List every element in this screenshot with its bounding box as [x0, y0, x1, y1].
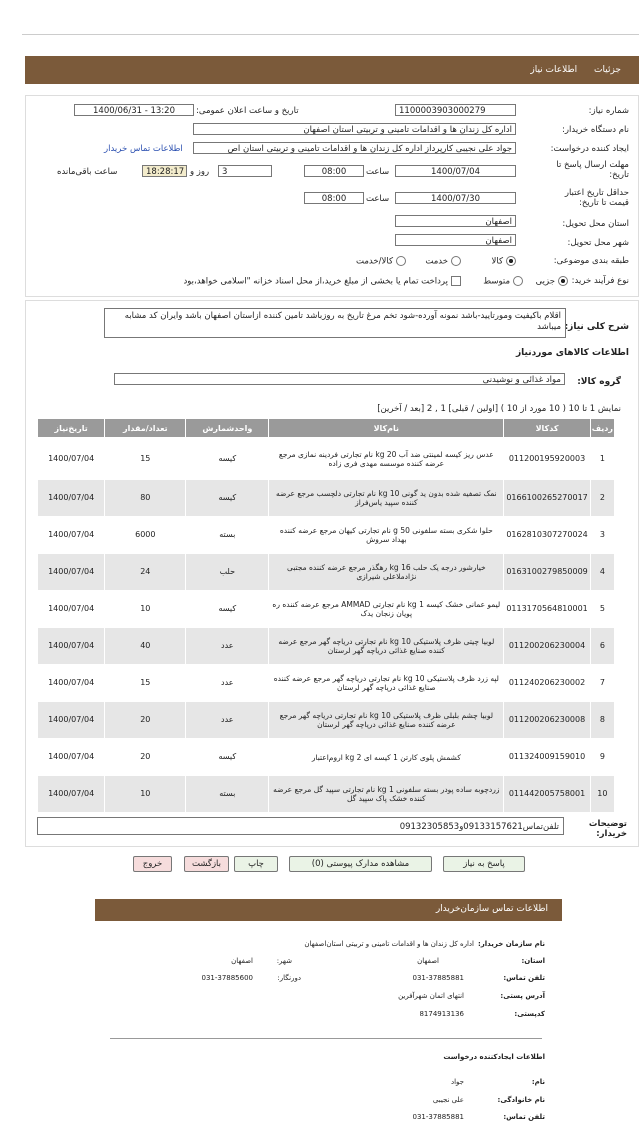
item-unit: عدد: [186, 665, 269, 702]
contact-phone: 031-37885881: [412, 974, 464, 982]
purchase-medium-option[interactable]: متوسط: [483, 276, 526, 287]
item-date: 1400/07/04: [38, 628, 105, 665]
contact-header: اطلاعات تماس سازمان‌خریدار: [95, 899, 562, 921]
goods-title: اطلاعات کالاهای موردنیاز: [515, 348, 629, 358]
table-row: [38, 480, 615, 517]
creator-phone: 031-37885881: [412, 1113, 464, 1121]
item-name: زردچوبه ساده پودر بسته سلفونی 1 kg نام تجارتی سپید گل مرجع عرضه کننده خشک پاک سپید گل: [269, 776, 504, 813]
item-unit: عدد: [186, 628, 269, 665]
back-button[interactable]: بازگشت: [184, 856, 229, 872]
table-row: [38, 554, 615, 591]
item-name: لپه زرد ظرف پلاستیکی 10 kg نام تجارتی دریاچه گهر مرجع عرضه کننده صنایع غذائی دریاچه گهر لرستان: [269, 665, 504, 702]
contact-fax-label: دورنگار:: [277, 974, 301, 982]
creator-name-label: نام:: [531, 1078, 545, 1086]
row-number: 9: [590, 739, 614, 776]
deadline-date-field: 1400/07/04: [395, 165, 516, 177]
requester-label: ایجاد کننده درخواست:: [550, 144, 629, 154]
row-number: 1: [590, 438, 614, 480]
validity-time-field: 08:00: [304, 192, 364, 204]
category-label: طبقه بندی موضوعی:: [553, 256, 629, 266]
item-unit: کیسه: [186, 480, 269, 517]
item-code: 011324009159010: [504, 739, 590, 776]
item-unit: حلب: [186, 554, 269, 591]
address-label: آدرس پستی:: [500, 992, 545, 1000]
item-code: 011240206230002: [504, 665, 590, 702]
requester-field: جواد علی نجیبی کارپرداز اداره کل زندان ها و اقدامات تامینی و تربیتی استان اص: [193, 142, 516, 154]
summary-label: شرح کلی نیاز:: [564, 322, 629, 332]
item-unit: عدد: [186, 702, 269, 739]
contact-province-label: استان:: [521, 957, 545, 965]
item-name: کشمش پلوی کارتن 1 کیسه ای 2 kg اروم‌اعتبار: [269, 739, 504, 776]
row-number: 5: [590, 591, 614, 628]
contact-divider: [110, 1038, 542, 1039]
table-row: [38, 702, 615, 739]
col-row: ردیف: [590, 419, 614, 438]
print-button[interactable]: چاپ: [234, 856, 278, 872]
goods-group-field: مواد غذائی و نوشیدنی: [114, 373, 565, 385]
item-qty: 15: [105, 665, 186, 702]
header-bar: [25, 56, 639, 84]
item-code: 011200195920003: [504, 438, 590, 480]
item-code: 0163100279850009: [504, 554, 590, 591]
contact-fax: 031-37885600: [201, 974, 253, 982]
item-name: عدس ریز کیسه لمینتی ضد آب 20 kg نام تجارتی فردینه نمازی مرجع عرضه کننده موسسه مهدی فری زاده: [269, 438, 504, 480]
item-date: 1400/07/04: [38, 438, 105, 480]
deadline-time-field: 08:00: [304, 165, 364, 177]
creator-family: علی نجیبی: [432, 1096, 464, 1104]
exit-button[interactable]: خروج: [133, 856, 172, 872]
contact-city: اصفهان: [231, 957, 253, 965]
buyer-notes-field: تلفن‌تماس09133157621و09132305853: [37, 817, 564, 835]
remaining-time-field: 18:28:17: [142, 165, 187, 177]
item-qty: 40: [105, 628, 186, 665]
item-name: حلوا شکری بسته سلفونی 50 g نام تجارتی کیهان مرجع عرضه کننده بهداد سروش: [269, 517, 504, 554]
col-qty: تعداد/مقدار: [105, 419, 186, 438]
item-qty: 24: [105, 554, 186, 591]
goods-group-label: گروه کالا:: [577, 377, 621, 387]
col-unit: واحدشمارش: [186, 419, 269, 438]
item-unit: بسته: [186, 776, 269, 813]
validity-date-field: 1400/07/30: [395, 192, 516, 204]
creator-family-label: نام خانوادگی:: [497, 1096, 545, 1104]
item-date: 1400/07/04: [38, 591, 105, 628]
item-qty: 20: [105, 739, 186, 776]
table-row: [38, 739, 615, 776]
contact-province: اصفهان: [417, 957, 439, 965]
item-name: خیارشور درجه یک حلب 16 kg رهگذر مرجع عرضه کننده مجتبی نژادملاعلی شیرازی: [269, 554, 504, 591]
row-number: 8: [590, 702, 614, 739]
item-code: 011200206230004: [504, 628, 590, 665]
item-unit: کیسه: [186, 739, 269, 776]
postal-value: 8174913136: [419, 1010, 464, 1018]
top-divider: [22, 34, 639, 35]
item-name: لوبیا چشم بلبلی ظرف پلاستیکی 10 kg نام تجارتی دریاچه گهر مرجع عرضه کننده صنایع غذائی دریاچه گهر لرستان: [269, 702, 504, 739]
attachments-button[interactable]: مشاهده مدارک پیوستی (0): [289, 856, 432, 872]
tab-details[interactable]: جزئیات: [594, 65, 621, 75]
item-code: 011200206230008: [504, 702, 590, 739]
address-value: انتهای اتمان شهرآفرین: [398, 992, 464, 1000]
buyer-notes-label: توضیحات خریدار:: [588, 819, 627, 839]
item-date: 1400/07/04: [38, 480, 105, 517]
item-name: لیمو عمانی خشک کیسه 1 kg نام تجارتی AMMAD مرجع عرضه کننده ره پویان زنجان یدک: [269, 591, 504, 628]
item-date: 1400/07/04: [38, 739, 105, 776]
summary-text: اقلام باکیفیت ومورتایید-باشد نمونه آورده-شود تخم مرغ تاریخ به روزباشد تامین کننده ازاستان اصفهان باشد وایران کد مشابه میباشد: [104, 308, 566, 338]
col-code: کدکالا: [504, 419, 590, 438]
table-row: [38, 517, 615, 554]
item-date: 1400/07/04: [38, 554, 105, 591]
announce-label: تاریخ و ساعت اعلان عمومی:: [196, 106, 299, 116]
category-service-option[interactable]: خدمت: [425, 256, 464, 267]
item-name: لوبیا چیتی ظرف پلاستیکی 10 kg نام تجارتی دریاچه گهر مرجع عرضه کننده صنایع غذائی دریاچه گهر لرستان: [269, 628, 504, 665]
table-row: [38, 591, 615, 628]
row-number: 4: [590, 554, 614, 591]
treasury-payment-option[interactable]: پرداخت تمام یا بخشی از مبلغ خرید،از محل اسناد خزانه "اسلامی خواهد،بود: [183, 276, 464, 287]
item-qty: 10: [105, 591, 186, 628]
category-both-option[interactable]: کالا/خدمت: [356, 256, 409, 267]
item-unit: کیسه: [186, 591, 269, 628]
radio-selected-icon: [506, 256, 516, 266]
province-field: اصفهان: [395, 215, 516, 227]
checkbox-icon: [451, 276, 461, 286]
purchase-minor-option[interactable]: جزیی: [536, 276, 571, 287]
buyer-contact-link[interactable]: اطلاعات تماس خریدار: [104, 144, 183, 154]
col-name: نام‌کالا: [269, 419, 504, 438]
validity-label: حداقل تاریخ اعتبار قیمت تا تاریخ:: [564, 188, 629, 208]
table-header-row: [38, 419, 615, 438]
row-number: 7: [590, 665, 614, 702]
province-label: استان محل تحویل:: [562, 219, 629, 229]
item-code: 0162810307270024: [504, 517, 590, 554]
item-date: 1400/07/04: [38, 776, 105, 813]
item-qty: 6000: [105, 517, 186, 554]
table-row: [38, 665, 615, 702]
days-label: روز و: [190, 167, 210, 177]
row-number: 3: [590, 517, 614, 554]
category-goods-option[interactable]: کالا: [492, 256, 519, 267]
validity-time-label: ساعت: [366, 194, 390, 204]
item-name: نمک تصفیه شده بدون ید گونی 10 kg نام تجارتی دلچسب مرجع عرضه کننده سپید یاس‌فراز: [269, 480, 504, 517]
org-value: اداره کل زندان ها و اقدامات تامینی و تربیتی استان‌اصفهان: [304, 940, 474, 948]
table-row: [38, 776, 615, 813]
pagination[interactable]: نمایش 1 تا 10 ( 10 مورد از 10 ) [اولین / قبلی] 1 , 2 [بعد / آخرین]: [377, 404, 621, 414]
org-label: نام سازمان خریدار:: [477, 940, 545, 948]
deadline-label: مهلت ارسال پاسخ تا تاریخ:: [556, 160, 629, 180]
announce-field: 1400/06/31 - 13:20: [74, 104, 194, 116]
row-number: 6: [590, 628, 614, 665]
deadline-time-label: ساعت: [366, 167, 390, 177]
creator-name: جواد: [450, 1078, 464, 1086]
item-unit: کیسه: [186, 438, 269, 480]
contact-city-label: شهر:: [276, 957, 292, 965]
radio-icon: [396, 256, 406, 266]
buyer-org-label: نام دستگاه خریدار:: [562, 125, 629, 135]
days-field: 3: [218, 165, 272, 177]
item-code: 0113170564810001: [504, 591, 590, 628]
buyer-org-field: اداره کل زندان ها و اقدامات تامینی و تربیتی استان اصفهان: [193, 123, 516, 135]
table-row: [38, 628, 615, 665]
city-field: اصفهان: [395, 234, 516, 246]
creator-phone-label: تلفن تماس:: [503, 1113, 545, 1121]
item-qty: 20: [105, 702, 186, 739]
item-date: 1400/07/04: [38, 517, 105, 554]
item-date: 1400/07/04: [38, 702, 105, 739]
radio-icon: [451, 256, 461, 266]
item-date: 1400/07/04: [38, 665, 105, 702]
radio-icon: [513, 276, 523, 286]
remaining-label: ساعت باقی‌مانده: [57, 167, 118, 177]
row-number: 10: [590, 776, 614, 813]
row-number: 2: [590, 480, 614, 517]
col-date: تاریخ‌نیاز: [38, 419, 105, 438]
tab-need-info[interactable]: اطلاعات نیاز: [530, 65, 578, 75]
radio-selected-icon: [558, 276, 568, 286]
item-unit: بسته: [186, 517, 269, 554]
contact-phone-label: تلفن تماس:: [503, 974, 545, 982]
need-number-field: 1100003903000279: [395, 104, 516, 116]
item-qty: 15: [105, 438, 186, 480]
item-code: 0166100265270017: [504, 480, 590, 517]
city-label: شهر محل تحویل:: [567, 238, 629, 248]
table-row: [38, 438, 615, 480]
creator-title: اطلاعات ایجادکننده درخواست: [443, 1053, 545, 1061]
goods-table: [37, 418, 615, 813]
purchase-type-label: نوع فرآیند خرید:: [571, 276, 629, 286]
item-code: 011442005758001: [504, 776, 590, 813]
postal-label: کدپستی:: [514, 1010, 545, 1018]
item-qty: 10: [105, 776, 186, 813]
need-number-label: شماره نیاز:: [588, 106, 629, 116]
item-qty: 80: [105, 480, 186, 517]
reply-button[interactable]: پاسخ به نیاز: [443, 856, 525, 872]
